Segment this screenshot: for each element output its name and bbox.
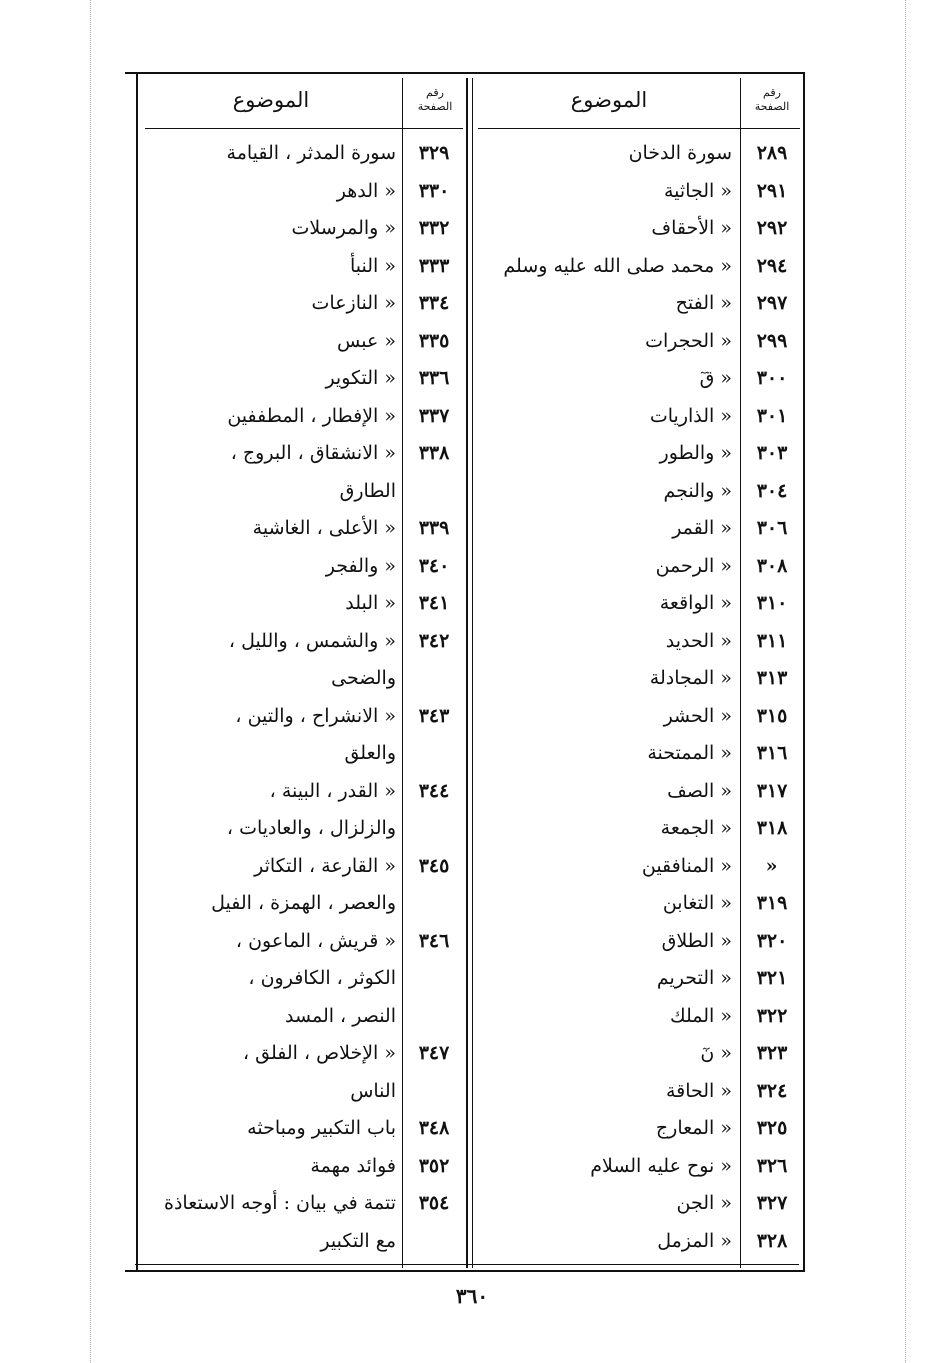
left-page-number (404, 998, 464, 1035)
right-page-number: ٣٢٨ (756, 1229, 788, 1252)
right-topic: « الرحمن (655, 554, 732, 577)
left-topic: باب التكبير ومباحثه (247, 1117, 396, 1139)
left-row (0, 1148, 944, 1185)
left-row (0, 848, 944, 885)
left-page-number: ٣٣٥ (418, 329, 450, 352)
left-topic: « الأعلى ، الغاشية (252, 517, 396, 539)
right-topic: « الجمعة (660, 817, 732, 839)
right-page-number: ٣٠٠ (756, 367, 788, 389)
left-page-number: ٣٤٨ (418, 1117, 450, 1139)
right-topic: « الحجرات (645, 329, 732, 352)
right-page-number: ٣٢٤ (756, 1079, 788, 1102)
left-row (0, 398, 944, 435)
left-row (0, 923, 944, 960)
right-topic: « الصف (667, 779, 732, 802)
left-topic: والضحى (331, 667, 396, 689)
left-topic: والزلزال ، والعاديات ، (226, 817, 396, 839)
left-topic: الكوثر ، الكافرون ، (248, 967, 396, 989)
left-row (0, 1223, 944, 1260)
left-topic: الطارق (339, 479, 396, 502)
left-row (0, 698, 944, 735)
right-topic: « الملك (669, 1004, 732, 1027)
left-topic: مع التكبير (320, 1229, 396, 1252)
right-page-number: ٢٩٤ (756, 254, 788, 277)
right-topic: « والطور (659, 442, 732, 464)
left-topic: « الانشراح ، والتين ، (235, 704, 396, 727)
left-row (0, 173, 944, 210)
left-topic-header: الموضوع (232, 88, 310, 112)
right-page-number: ٣٢٠ (756, 929, 788, 952)
left-row (0, 773, 944, 810)
right-topic: « الحشر (663, 704, 732, 727)
right-page-number: ٣١٣ (756, 667, 788, 689)
right-page-num-label-2: الصفحة (754, 100, 790, 113)
left-topic: « القارعة ، التكاثر (254, 854, 396, 877)
right-topic: « الذاريات (649, 404, 732, 427)
left-row (0, 1110, 944, 1147)
right-topic: « القمر (672, 517, 732, 539)
left-page-number (404, 885, 464, 922)
left-page-number: ٣٥٢ (418, 1154, 450, 1177)
left-row (0, 1185, 944, 1222)
left-topic: « الإفطار ، المطففين (227, 404, 396, 427)
right-page-number: ٣١٠ (756, 592, 788, 614)
left-topic: « الدهر (336, 179, 396, 202)
right-topic: « الجاثية (664, 179, 732, 202)
right-page-number: ٣٠٤ (756, 479, 788, 502)
left-page-number: ٣٤١ (418, 592, 450, 614)
right-topic: « محمد صلى الله عليه وسلم (503, 254, 732, 277)
left-page-number: ٣٣٢ (418, 217, 450, 239)
left-row (0, 810, 944, 847)
right-topic: سورة الدخان (628, 142, 732, 164)
left-page-number: ٣٤٧ (418, 1042, 450, 1064)
right-topic: « المزمل (657, 1229, 732, 1252)
left-topic: « الإخلاص ، الفلق ، (242, 1042, 396, 1064)
left-page-number: ٣٤٣ (418, 704, 450, 727)
left-topic: « والفجر (325, 554, 396, 577)
left-page-number: ٣٤٥ (418, 854, 450, 877)
right-page-number: ٢٩٩ (756, 329, 788, 352)
right-topic: « الحديد (665, 629, 732, 652)
left-topic: تتمة في بيان : أوجه الاستعاذة (164, 1192, 396, 1214)
left-topic: والعلق (344, 742, 396, 764)
left-row (0, 885, 944, 922)
right-topic: « الفتح (675, 292, 732, 314)
left-topic: « والمرسلات (291, 217, 396, 239)
right-page-number: ٣١٧ (756, 779, 788, 802)
left-page-number (404, 660, 464, 697)
right-topic: « التحريم (656, 967, 732, 989)
right-topic: « التغابن (662, 892, 732, 914)
right-page-number: « (765, 854, 779, 877)
left-row (0, 285, 944, 322)
left-page-number: ٣٤٤ (418, 779, 450, 802)
header-divider-right (478, 128, 800, 129)
left-page-number (404, 960, 464, 997)
left-topic: « والشمس ، والليل ، (228, 629, 396, 652)
left-row (0, 735, 944, 772)
right-topic: « المنافقين (641, 854, 732, 877)
right-topic: « والنجم (663, 479, 732, 502)
right-topic: « الحاقة (665, 1079, 732, 1102)
right-topic: « الجن (676, 1192, 732, 1214)
right-page-number: ٢٩١ (756, 179, 788, 202)
left-row (0, 248, 944, 285)
right-topic: « قٓ (699, 367, 732, 389)
left-page-number: ٣٣٩ (418, 517, 450, 539)
right-page-number: ٣٢٢ (756, 1004, 788, 1027)
left-row (0, 360, 944, 397)
right-page-number: ٣١١ (756, 629, 788, 652)
right-page-number: ٣٢٦ (756, 1154, 788, 1177)
right-topic: « الأحقاف (651, 217, 732, 239)
left-topic: « النازعات (311, 292, 396, 314)
right-page-number: ٣١٦ (756, 742, 788, 764)
left-page-number (404, 1073, 464, 1110)
left-topic: النصر ، المسد (285, 1004, 396, 1027)
left-page-number: ٣٢٩ (418, 142, 450, 164)
left-topic: « الانشقاق ، البروج ، (230, 442, 396, 464)
left-row (0, 960, 944, 997)
right-topic: « الممتحنة (647, 742, 732, 764)
right-topic: « نٓ (700, 1042, 732, 1064)
left-row (0, 585, 944, 622)
right-topic: « المجادلة (649, 667, 732, 689)
left-row (0, 623, 944, 660)
left-topic: « البلد (345, 592, 396, 614)
left-page-number: ٣٣٧ (418, 404, 450, 427)
left-topic: « القدر ، البينة ، (269, 779, 396, 802)
left-page-number (404, 473, 464, 510)
right-page-num-label-1: رقم (763, 86, 781, 99)
left-page-number (404, 1223, 464, 1260)
left-page-number: ٣٣٠ (418, 179, 450, 202)
left-page-number: ٣٣٣ (418, 254, 450, 277)
right-topic: « نوح عليه السلام (590, 1154, 732, 1177)
left-topic: « التكوير (325, 367, 396, 389)
left-topic: « عبس (337, 329, 396, 352)
left-topic: والعصر ، الهمزة ، الفيل (211, 892, 396, 914)
left-page-number: ٣٣٨ (418, 442, 450, 464)
right-topic: « الطلاق (661, 929, 732, 952)
left-page-number: ٣٣٤ (418, 292, 450, 314)
left-page-number: ٣٥٤ (418, 1192, 450, 1214)
left-row (0, 1073, 944, 1110)
right-page-number: ٣١٩ (756, 892, 788, 914)
left-page-num-label-1: رقم (426, 86, 444, 99)
left-page-number (404, 810, 464, 847)
left-row (0, 660, 944, 697)
right-page-number: ٣٢٧ (756, 1192, 788, 1214)
right-page-number: ٣٢١ (756, 967, 788, 989)
left-row (0, 323, 944, 360)
left-page-number: ٣٣٦ (418, 367, 450, 389)
right-page-number: ٢٨٩ (756, 142, 788, 164)
right-page-num-header (742, 86, 802, 114)
left-page-number (404, 735, 464, 772)
left-page-number: ٣٤٦ (418, 929, 450, 952)
header-divider-left (145, 128, 463, 129)
right-page-number: ٣٠٣ (756, 442, 788, 464)
right-page-number: ٣١٥ (756, 704, 788, 727)
left-page-number: ٣٤٠ (418, 554, 450, 577)
right-page-number: ٣٠١ (756, 404, 788, 427)
right-topic-header: الموضوع (570, 88, 648, 112)
right-page-number: ٣١٨ (756, 817, 788, 839)
left-topic: « قريش ، الماعون ، (235, 929, 396, 952)
right-page-number: ٣٢٥ (756, 1117, 788, 1139)
left-topic: الناس (350, 1079, 396, 1102)
right-page-number: ٢٩٢ (756, 217, 788, 239)
bottom-border (125, 1270, 805, 1272)
left-topic: « النبأ (350, 254, 396, 277)
left-topic: سورة المدثر ، القيامة (226, 142, 396, 164)
left-page-num-header (404, 86, 466, 114)
left-row (0, 210, 944, 247)
left-row (0, 548, 944, 585)
left-page-number: ٣٤٢ (418, 629, 450, 652)
left-row (0, 473, 944, 510)
left-row (0, 135, 944, 172)
left-row (0, 435, 944, 472)
right-page-number: ٣٢٣ (756, 1042, 788, 1064)
left-row (0, 510, 944, 547)
right-topic: « المعارج (655, 1117, 732, 1139)
left-topic: فوائد مهمة (310, 1154, 396, 1177)
right-page-number: ٣٠٦ (756, 517, 788, 539)
top-border (125, 72, 805, 74)
right-page-number: ٢٩٧ (756, 292, 788, 314)
left-row (0, 1035, 944, 1072)
page-number: ٣٦٠ (455, 1284, 489, 1308)
left-row (0, 998, 944, 1035)
right-topic: « الواقعة (659, 592, 732, 614)
right-page-number: ٣٠٨ (756, 554, 788, 577)
left-page-num-label-2: الصفحة (417, 100, 453, 113)
